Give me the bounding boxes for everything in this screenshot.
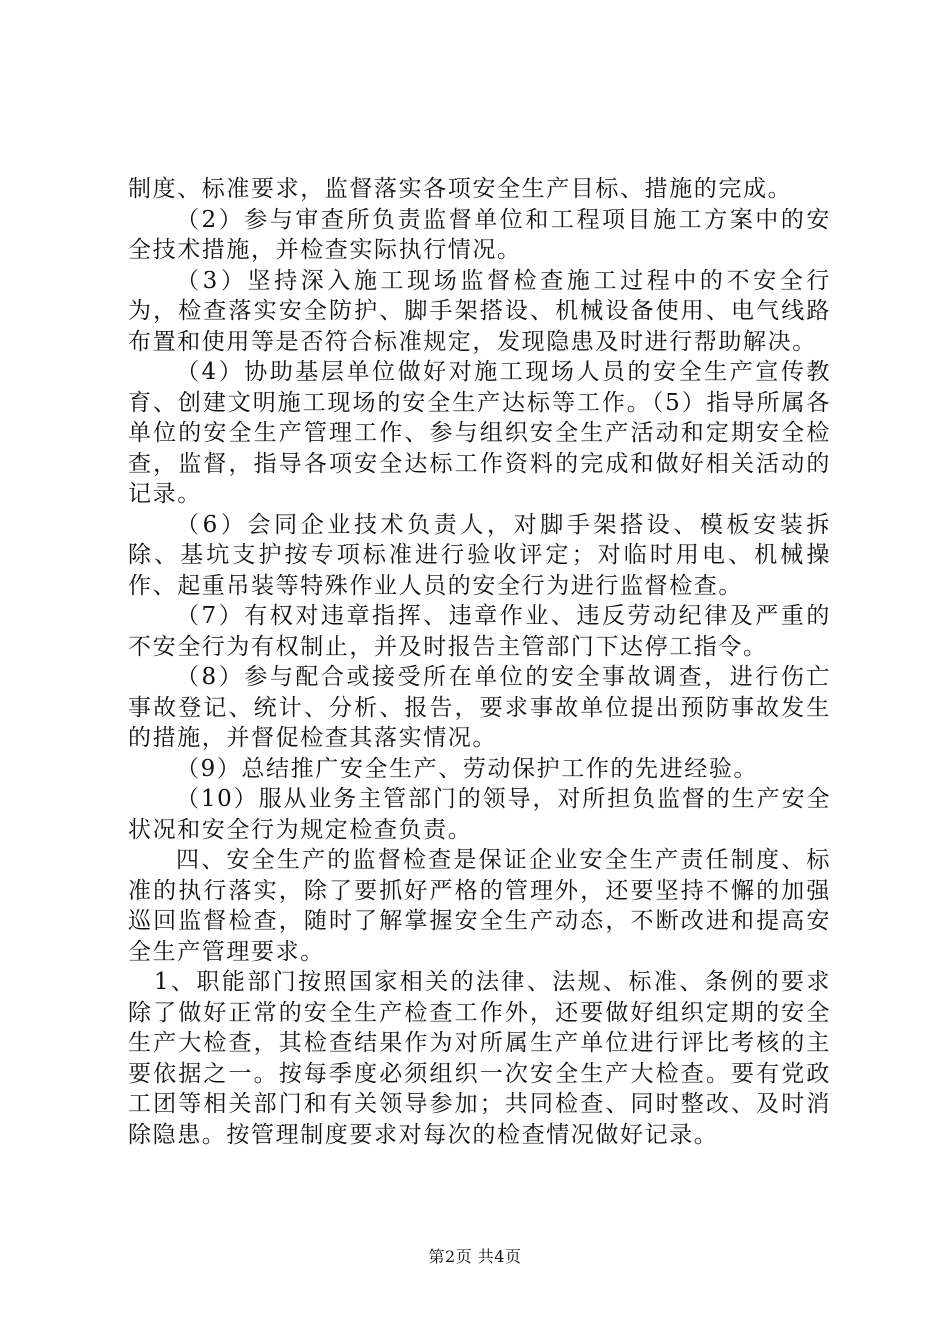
paragraph-continuation: 制度、标准要求，监督落实各项安全生产目标、措施的完成。: [128, 176, 793, 202]
paragraph-item-10: （10）服从业务主管部门的领导，对所担负监督的生产安全状况和安全行为规定检查负责。: [128, 786, 831, 843]
paragraph-item-7: （7）有权对违章指挥、违章作业、违反劳动纪律及严重的不安全行为有权制止，并及时报告主管部门下达停工指令。: [128, 603, 831, 660]
paragraph-item-9: （9）总结推广安全生产、劳动保护工作的先进经验。: [176, 755, 759, 782]
document-body: [128, 174, 831, 1150]
paragraph-section-4: 四、安全生产的监督检查是保证企业安全生产责任制度、标准的执行落实，除了要抓好严格的管理外，还要坚持不懈的加强巡回监督检查，随时了解掌握安全生产动态，不断改进和提高安全生产管理要求。: [128, 847, 831, 965]
paragraph-item-6: （6）会同企业技术负责人，对脚手架搭设、模板安装拆除、基坑支护按专项标准进行验收评定；对临时用电、机械操作、起重吊装等特殊作业人员的安全行为进行监督检查。: [128, 511, 831, 599]
paragraph-item-8: （8）参与配合或接受所在单位的安全事故调查，进行伤亡事故登记、统计、分析、报告，要求事故单位提出预防事故发生的措施，并督促检查其落实情况。: [128, 664, 831, 751]
paragraph-section-4-item-1: 1、职能部门按照国家相关的法律、法规、标准、条例的要求除了做好正常的安全生产检查工作外，还要做好组织定期的安全生产大检查，其检查结果作为对所属生产单位进行评比考核的主要依据之一。按每季度必须组织一次安全生产大检查。要有党政工团等相关部门和有关领导参加；共同检查、同时整改、及时消除隐患。按管理制度要求对每次的检查情况做好记录。: [128, 969, 831, 1148]
paragraph-item-2: （2）参与审查所负责监督单位和工程项目施工方案中的安全技术措施，并检查实际执行情况。: [128, 206, 831, 263]
paragraph-item-3: （3）坚持深入施工现场监督检查施工过程中的不安全行为，检查落实安全防护、脚手架搭设、机械设备使用、电气线路布置和使用等是否符合标准规定，发现隐患及时进行帮助解决。: [128, 267, 831, 355]
paragraph-item-4-5: （4）协助基层单位做好对施工现场人员的安全生产宣传教育、创建文明施工现场的安全生产达标等工作。（5）指导所属各单位的安全生产管理工作、参与组织安全生产活动和定期安全检查，监督，指导各项安全达标工作资料的完成和做好相关活动的记录。: [128, 359, 831, 507]
page-footer: 第2页 共4页: [428, 1247, 522, 1266]
